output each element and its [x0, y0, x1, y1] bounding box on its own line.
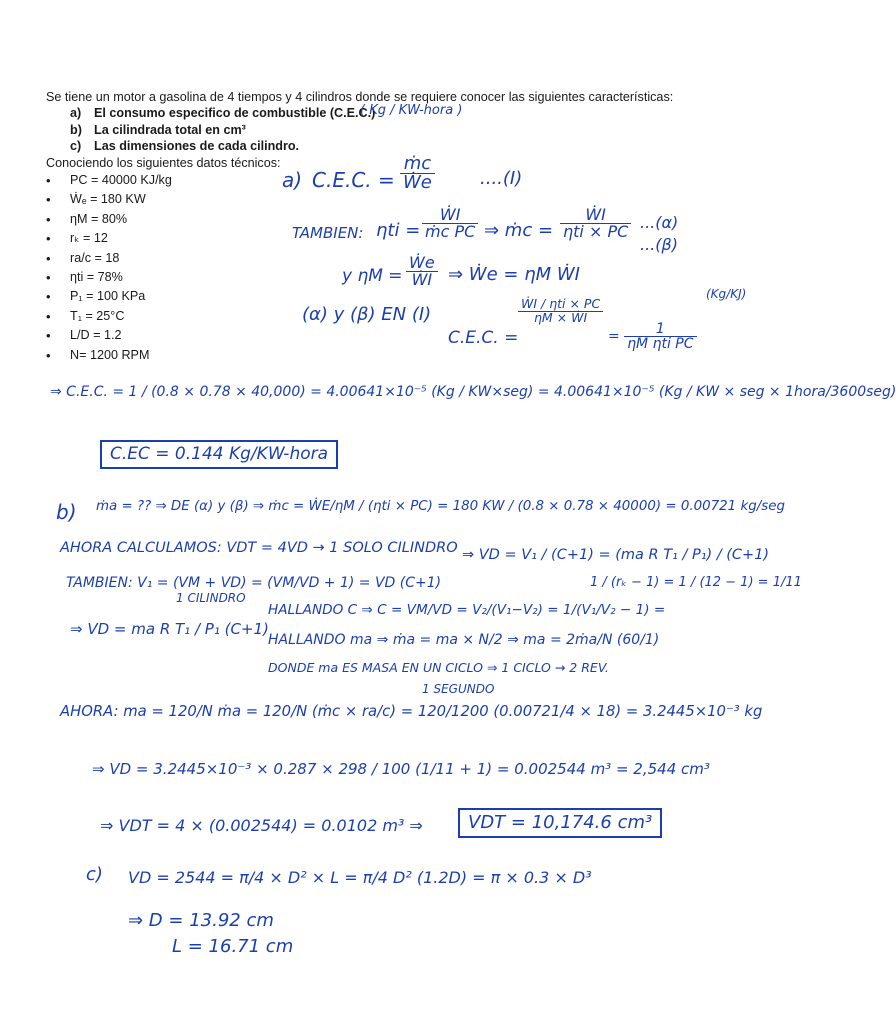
- vd-numeric: ⇒ VD = 3.2445×10⁻³ × 0.287 × 298 / 100 (1/11 + 1) = 0.002544 m³ = 2,544 cm³: [92, 760, 710, 778]
- we-expression: ⇒ Ẇe = ηM ẆI: [448, 264, 580, 285]
- ma-calculation: AHORA: ma = 120/N ṁa = 120/N (ṁc × ra/c) = 120/1200 (0.00721/4 × 18) = 3.2445×10⁻³ kg: [60, 703, 763, 720]
- data-item: • ηti = 78%: [46, 268, 726, 287]
- data-item: • ηM = 80%: [46, 210, 726, 229]
- eta-ti-label: ηti =: [376, 220, 421, 241]
- vd-main-formula: ⇒ VD = ma R T₁ / P₁ (C+1): [70, 620, 269, 638]
- vdt-calculation: ⇒ VDT = 4 × (0.002544) = 0.0102 m³ ⇒: [100, 816, 423, 835]
- data-item: • P₁ = 100 KPa: [46, 287, 726, 306]
- part-b-label: b): [56, 500, 77, 524]
- note-1-cilindro: 1 CILINDRO: [176, 591, 246, 605]
- ma-mc-line: ṁa = ?? ⇒ DE (α) y (β) ⇒ ṁc = ẆE/ηM / (ηti × PC) = 180 KW / (0.8 × 0.78 × 40000) = 0.00721 kg/seg: [96, 499, 785, 514]
- vdt-result-box: VDT = 10,174.6 cm³: [458, 808, 662, 838]
- data-item: • L/D = 1.2: [46, 326, 726, 345]
- equation-tag-I: ....(I): [480, 168, 523, 189]
- eta-ti-fraction: $\frac{\text{ẆI}}{\text{ṁc PC}}$: [422, 207, 478, 240]
- vdt-intro: AHORA CALCULAMOS: VDT = 4VD → 1 SOLO CILINDRO: [60, 540, 458, 556]
- data-item: • rₖ = 12: [46, 229, 726, 248]
- cec-units: (Kg/KJ): [706, 287, 747, 301]
- data-item: • Ẇₑ = 180 KW: [46, 190, 726, 209]
- cec-simplified: = $\frac{1}{\text{ηM ηti PC}}$: [608, 322, 697, 351]
- part-a-label: a): [282, 168, 303, 192]
- units-note: ( Kg / KW-hora ): [360, 103, 463, 118]
- mc-fraction: $\frac{\text{ẆI}}{\text{ηti × PC}}$: [560, 207, 631, 240]
- known-data-title: Conociendo los siguientes datos técnicos:: [46, 155, 281, 170]
- tambien-label: TAMBIEN:: [292, 224, 364, 242]
- donde-note: DONDE ma ES MASA EN UN CICLO ⇒ 1 CICLO → 2 REV.: [268, 660, 609, 675]
- part-c-label: c): [86, 864, 103, 885]
- hallando-c: HALLANDO C ⇒ C = VM/VD = V₂/(V₁−V₂) = 1/(V₁/V₂ − 1) =: [268, 602, 666, 618]
- statement-intro: Se tiene un motor a gasolina de 4 tiempos y 4 cilindros donde se requiere conocer las siguientes características:: [46, 90, 674, 104]
- cec-combined-label: C.E.C. =: [448, 328, 519, 348]
- mc-from-label: ⇒ ṁc =: [484, 220, 554, 241]
- data-item: • ra/c = 18: [46, 249, 726, 268]
- cec-big-fraction: $\frac{\text{ẆI / ηti × PC}}{\text{ηM × ẆI}}$: [518, 298, 603, 324]
- eta-m-label: y ηM =: [342, 266, 403, 286]
- length-result: L = 16.71 cm: [172, 936, 294, 957]
- eta-m-fraction: $\frac{\text{Ẇe}}{\text{ẆI}}$: [406, 255, 438, 288]
- question-c: c) Las dimensiones de cada cilindro.: [70, 139, 300, 154]
- data-item: • N= 1200 RPM: [46, 346, 726, 365]
- diameter-result: ⇒ D = 13.92 cm: [128, 910, 274, 931]
- vd-dimension-equation: VD = 2544 = π/4 × D² × L = π/4 D² (1.2D) = π × 0.3 × D³: [128, 868, 592, 887]
- cec-result-box: C.EC = 0.144 Kg/KW-hora: [100, 440, 338, 469]
- cec-equation-label: C.E.C. =: [312, 168, 395, 192]
- data-item: • PC = 40000 KJ/kg: [46, 171, 726, 190]
- question-a: a) El consumo especifico de combustible (C.E.C.): [70, 106, 376, 121]
- substitution-note: (α) y (β) EN (I): [302, 304, 432, 325]
- v1-expression: TAMBIEN: V₁ = (VM + VD) = (VM/VD + 1) = VD (C+1): [66, 575, 442, 591]
- cec-equation: $\frac{\text{ṁc}}{\text{Ẇe}}$: [400, 155, 435, 192]
- beta-tag: ...(β): [640, 235, 678, 254]
- alpha-tag: ...(α): [640, 213, 679, 232]
- question-b: b) La cilindrada total en cm³: [70, 122, 246, 137]
- vd-expression: ⇒ VD = V₁ / (C+1) = (ma R T₁ / P₁) / (C+1): [462, 547, 770, 563]
- c-value: 1 / (rₖ − 1) = 1 / (12 − 1) = 1/11: [590, 575, 802, 590]
- note-1-segundo: 1 SEGUNDO: [422, 682, 495, 696]
- cec-numeric: ⇒ C.E.C. = 1 / (0.8 × 0.78 × 40,000) = 4.00641×10⁻⁵ (Kg / KW×seg) = 4.00641×10⁻⁵ (Kg / KW × seg × 1hora/3600seg): [50, 384, 896, 400]
- hallando-ma: HALLANDO ma ⇒ ṁa = ma × N/2 ⇒ ma = 2ṁa/N (60/1): [268, 632, 660, 648]
- data-item: • T₁ = 25°C: [46, 307, 726, 326]
